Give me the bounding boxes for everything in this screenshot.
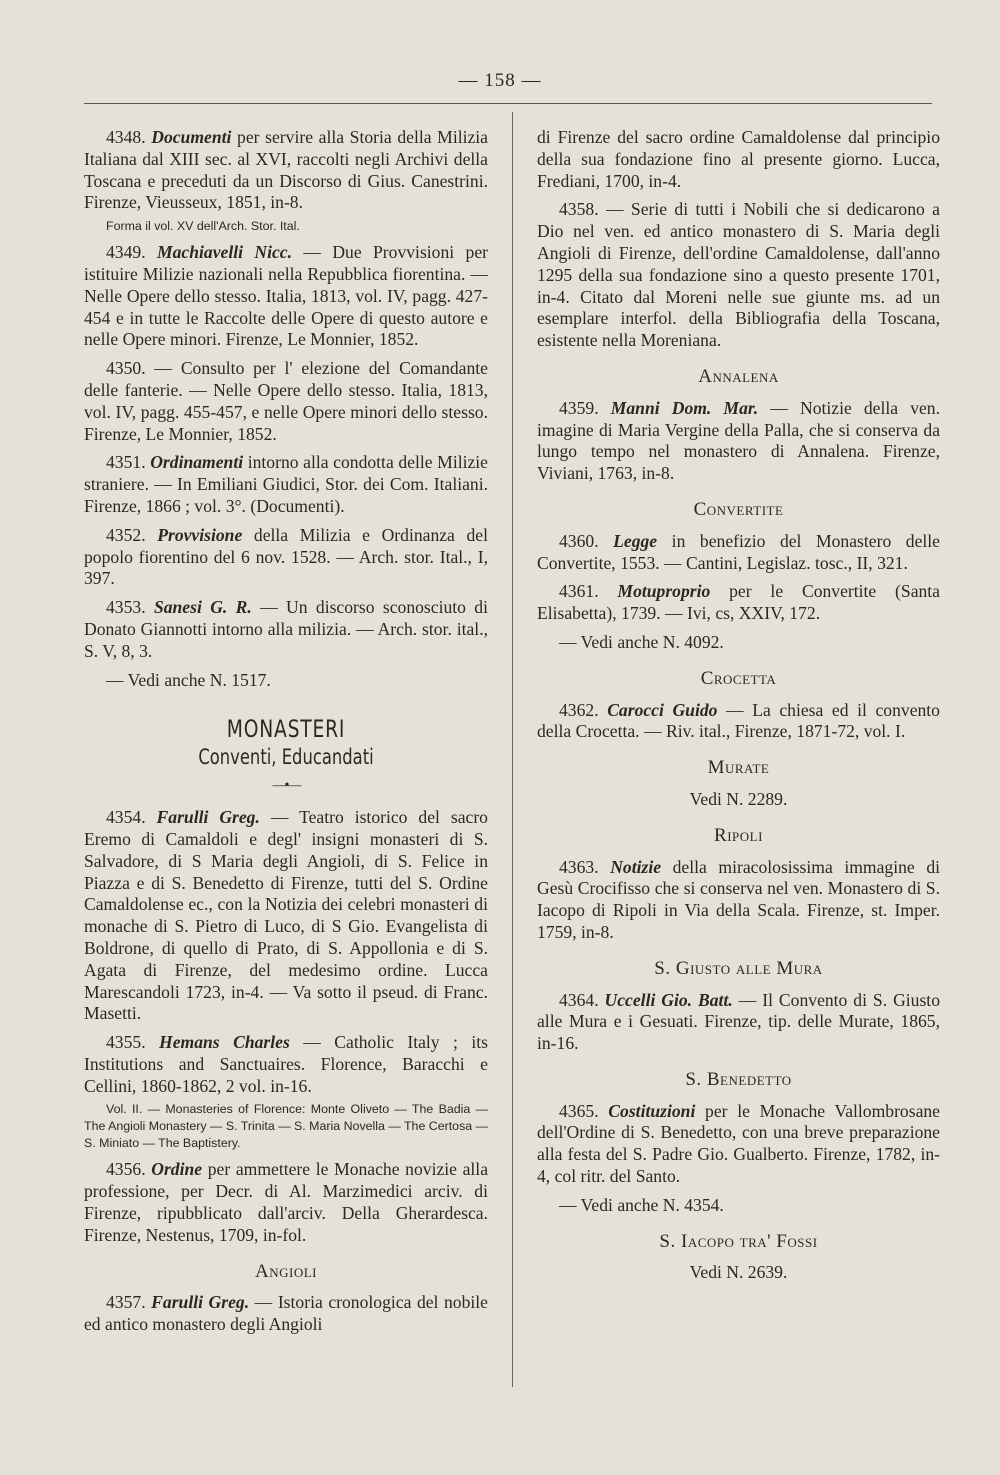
see-also-4092: — Vedi anche N. 4092. — [559, 631, 724, 652]
entry-number: 4360. — [559, 530, 599, 551]
entry-author: Notizie — [610, 856, 662, 877]
entry-4355 — [84, 1032, 488, 1097]
entry-4358 — [537, 199, 940, 352]
entry-text: — Catholic Italy ; its Institutions and Sanctuaires. Florence, Baracchi e Cellini, 1860-1862, 2 vol. in-16. — [84, 1032, 488, 1096]
entry-text: — Il Convento di S. Giusto alle Mura e i Gesuati. Firenze, tip. delle Murate, 1865, in-16. — [537, 989, 940, 1054]
entry-number: 4353. — [106, 597, 146, 618]
entry-note: Forma il vol. XV dell'Arch. Stor. Ital. — [106, 219, 300, 234]
heading-ripoli: Ripoli — [714, 824, 763, 846]
entry-4357 — [84, 1292, 488, 1336]
entry-4353 — [84, 597, 488, 662]
entry-number: 4349. — [106, 242, 146, 263]
entry-4363 — [537, 857, 940, 944]
entry-4364 — [537, 990, 940, 1055]
entry-number: 4356. — [106, 1159, 146, 1180]
entry-author: Ordinamenti — [150, 452, 244, 473]
entry-text: — Due Provvisioni per istituire Milizie nazionali nella Repubblica fiorentina. — Nelle Opere dello stesso. Italia, 1813, vol. IV, pagg. 427-454 e in tutte le Raccolte delle Opere di questo autore e nelle Opere minori. Firenze, Le Monnier, 1852. — [84, 242, 489, 350]
entry-number: 4355. — [106, 1032, 146, 1053]
see-also-4354: — Vedi anche N. 4354. — [559, 1194, 724, 1215]
entry-text: per le Convertite (Santa Elisabetta), 1739. — Ivi, cs, XXIV, 172. — [537, 581, 940, 624]
see-also-1517: — Vedi anche N. 1517. — [106, 669, 271, 690]
heading-annalena: Annalena — [698, 365, 779, 387]
entry-4359 — [537, 398, 940, 485]
entry-number: 4354. — [106, 807, 146, 828]
entry-4350 — [84, 358, 488, 445]
entry-author: Legge — [613, 530, 658, 551]
heading-angioli: Angioli — [255, 1260, 317, 1282]
header-rule — [84, 103, 932, 104]
entry-number: 4352. — [106, 524, 146, 545]
entry-4357-continued: di Firenze del sacro ordine Camaldolense dal principio della sua fondazione fino al presente giorno. Lucca, Frediani, 1700, in-4. — [537, 127, 940, 191]
entry-number: 4365. — [559, 1100, 599, 1121]
entry-4352 — [84, 525, 488, 590]
entry-author: Costituzioni — [608, 1100, 696, 1121]
entry-text: — Notizie della ven. imagine di Maria Vergine della Palla, che si conserva da lungo tempo nel monastero di Annalena. Firenze, Viviani, 1763, in-8. — [537, 397, 940, 484]
heading-crocetta: Crocetta — [700, 667, 777, 689]
entry-4354 — [84, 807, 488, 1025]
entry-4351 — [84, 452, 488, 517]
entry-number: 4357. — [106, 1292, 146, 1313]
entry-number: 4350. — [106, 358, 146, 379]
entry-text: — La chiesa ed il convento della Crocetta. — Riv. ital., Firenze, 1871-72, vol. I. — [537, 699, 940, 742]
section-heading-monasteri — [128, 715, 443, 771]
entry-text: per le Monache Vallombrosane dell'Ordine di S. Benedetto, con una breve preparazione alla festa del S. Padre Gio. Gualberto. Firenze, 1782, in-4, col ritr. del Santo. — [537, 1100, 940, 1187]
entry-author: Farulli Greg. — [156, 807, 260, 828]
entry-author: Uccelli Gio. Batt. — [604, 989, 733, 1010]
heading-murate: Murate — [707, 757, 770, 779]
entry-text: per ammettere le Monache novizie alla professione, per Decr. di Al. Marzimedici arciv. di Firenze, ripubblicato dall'arciv. Della Gherardesca. Firenze, Nestenus, 1709, in-fol. — [84, 1159, 489, 1245]
heading-s-iacopo: S. Iacopo tra' Fossi — [659, 1230, 818, 1252]
entry-author: Manni Dom. Mar. — [610, 397, 759, 418]
entry-4361 — [537, 581, 940, 625]
entry-4362 — [537, 700, 940, 744]
entry-text: in benefizio del Monastero delle Convertite, 1553. — Cantini, Legislaz. tosc., II, 321. — [537, 530, 940, 573]
heading-s-benedetto: S. Benedetto — [685, 1068, 792, 1090]
entry-author: Farulli Greg. — [151, 1292, 250, 1313]
entry-text: intorno alla condotta delle Milizie straniere. — In Emiliani Giudici, Stor. dei Com. Italiani. Firenze, 1866 ; vol. 3°. (Documenti). — [84, 452, 488, 516]
entry-number: 4361. — [559, 581, 599, 602]
entry-number: 4359. — [559, 397, 599, 418]
entry-text: della miracolosissima immagine di Gesù Crocifisso che si conserva nel ven. Monastero di S. Iacopo di Ripoli in Via della Scala. Firenze, st. Imper. 1759, in-8. — [537, 856, 941, 942]
entry-text: — Teatro istorico del sacro Eremo di Camaldoli e degl' insigni monasteri di S. Salvadore, di S Maria degli Angioli, di S. Felice in Piazza e di S. Benedetto di Firenze, tutti del S. Ordine Camaldolense ec., con la Notizia dei celebri monasteri di monache di S. Pietro di Luco, di S Gio. Evangelista di Boldrone, di quello di Prato, di S. Appollonia e di S. Agata di Firenze, del medesimo ordine. Lucca Marescandoli 1723, in-4. — Va sotto il pseud. di Franc. Masetti. — [84, 807, 488, 1024]
ref-s-iacopo: Vedi N. 2639. — [689, 1262, 788, 1283]
heading-monasteri: MONASTERI — [226, 715, 346, 744]
entry-4360 — [537, 531, 940, 575]
entry-text: della Milizia e Ordinanza del popolo fiorentino del 6 nov. 1528. — Arch. stor. Ital., I, 397. — [84, 524, 488, 589]
entry-4356 — [84, 1159, 488, 1246]
ornament: —•— — [272, 778, 300, 794]
entry-author: Sanesi G. R. — [153, 597, 252, 618]
page-number: — 158 — — [458, 70, 542, 91]
entry-number: 4363. — [559, 856, 599, 877]
entry-text: per servire alla Storia della Milizia Italiana dal XIII sec. al XVI, raccolti negli Archivi della Toscana e preceduti da un Discorso di Gius. Canestrini. Firenze, Vieusseux, 1851, in-8. — [84, 127, 488, 213]
entry-author: Motuproprio — [617, 581, 711, 602]
entry-author: Carocci Guido — [607, 699, 718, 720]
entry-author: Hemans Charles — [159, 1032, 290, 1053]
entry-number: 4362. — [559, 699, 599, 720]
entry-text: — Consulto per l' elezione del Comandante delle fanterie. — Nelle Opere dello stesso. Italia, 1813, vol. IV, pagg. 455-457, e nelle Opere minori dello stesso. Firenze, Le Monnier, 1852. — [84, 358, 488, 444]
entry-number: 4348. — [106, 127, 146, 147]
entry-number: 4351. — [106, 452, 146, 473]
left-column — [84, 127, 488, 1343]
heading-s-giusto: S. Giusto alle Mura — [654, 957, 823, 979]
heading-conventi: Conventi, Educandati — [198, 745, 374, 770]
entry-4365 — [537, 1101, 940, 1188]
column-divider — [512, 112, 513, 1387]
entry-4349 — [84, 242, 488, 351]
entry-author: Provvisione — [157, 524, 243, 545]
entry-number: 4358. — [559, 199, 599, 220]
entry-text: — Un discorso sconosciuto di Donato Giannotti intorno alla milizia. — Arch. stor. ital., S. V, 8, 3. — [84, 597, 488, 661]
entry-text: — Serie di tutti i Nobili che si dedicarono a Dio nel ven. ed antico monastero di S. Maria degli Angioli di Firenze, dell'ordine Camaldolense, dall'anno 1295 della sua fondazione sino a questo presente 1701, in-4. Citato dal Moreni nelle sue giunte ms. ad un esemplare interfol. della Bibliografia della Toscana, esistente nella Moreniana. — [537, 199, 940, 351]
entry-4348 — [84, 127, 488, 214]
entry-note: Vol. II. — Monasteries of Florence: Monte Oliveto — The Badia — The Angioli Monastery — S. Trinita — S. Maria Novella — The Certosa — S. Miniato — The Baptistery. — [84, 1102, 488, 1151]
right-column — [537, 127, 940, 1296]
entry-number: 4364. — [559, 989, 599, 1010]
entry-author: Machiavelli Nicc. — [156, 242, 292, 263]
entry-author: Documenti — [151, 127, 232, 147]
heading-convertite: Convertite — [693, 498, 784, 520]
ref-murate: Vedi N. 2289. — [689, 788, 788, 809]
entry-text: — Istoria cronologica del nobile ed antico monastero degli Angioli — [84, 1292, 488, 1335]
entry-author: Ordine — [151, 1159, 203, 1180]
